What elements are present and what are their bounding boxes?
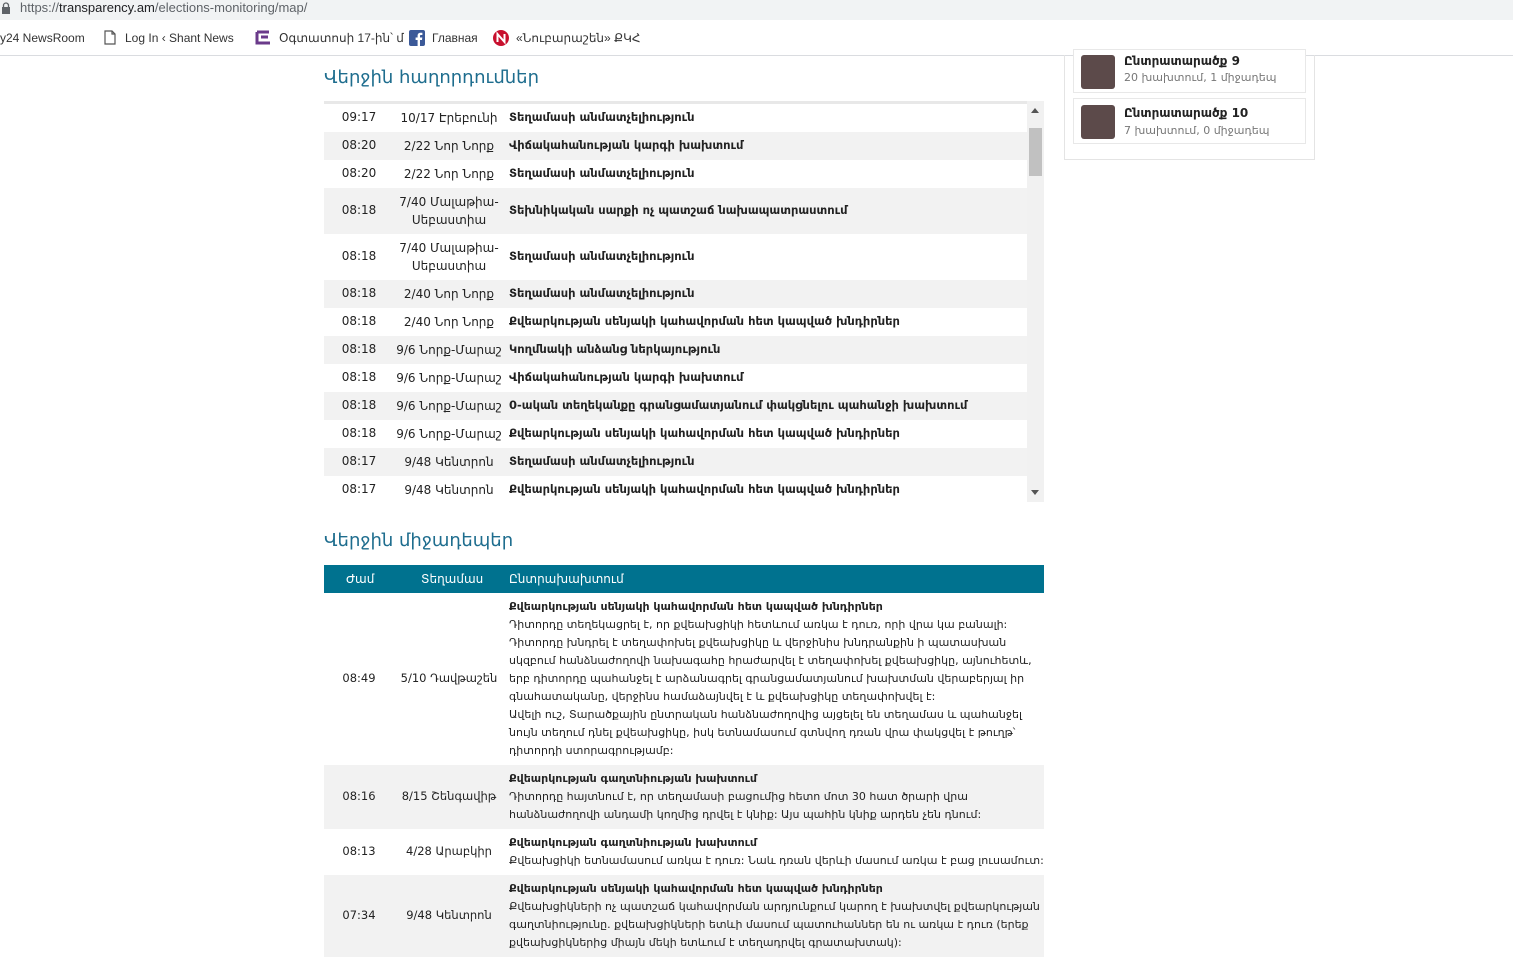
district-thumbnail <box>1081 55 1115 89</box>
report-time: 08:18 <box>341 342 377 356</box>
incident-place: 4/28 Արաբկիր <box>406 844 492 858</box>
report-time: 08:18 <box>341 203 377 217</box>
report-type: Տեղամասի անմատչելիություն <box>509 454 695 468</box>
report-type: 0-ական տեղեկանքը գրանցամատյանում փակցնելու պահանջի խախտում <box>509 398 968 412</box>
recent-incidents-title: Վերջին միջադեպեր <box>324 530 514 551</box>
incident-description <box>509 598 1034 760</box>
incident-time: 08:13 <box>342 844 376 858</box>
report-row[interactable] <box>324 132 1027 160</box>
report-row[interactable] <box>324 280 1027 308</box>
report-type: Տեղամասի անմատչելիություն <box>509 249 695 263</box>
incident-text-line: գնահատականը, վերջինս համաձայնվել է և քվեախցիկը տեղափոխվել է: <box>509 690 936 703</box>
report-type: Քվեարկության սենյակի կահավորման հետ կապված խնդիրներ <box>509 482 900 496</box>
incident-text-line: սկզբում հանձնաժողովի նախագահը հրաժարվել է տեղափոխել քվեախցիկը, այնուհետև, <box>509 654 1032 667</box>
report-row[interactable] <box>324 336 1027 364</box>
url-host: transparency.am <box>59 0 155 15</box>
incident-row[interactable] <box>324 765 1044 829</box>
incident-place: 5/10 Դավթաշեն <box>400 671 498 685</box>
incident-text-line: նույն տեղում դնել քվեախցիկը, իսկ ետնամասում գտնվող դռան վրա փակցվել է թուղթ՝ <box>509 726 1016 739</box>
report-row[interactable] <box>324 104 1027 132</box>
report-time: 08:17 <box>341 482 377 496</box>
incident-text-line: դիտորդի ստորագրությամբ: <box>509 744 674 757</box>
report-time: 08:18 <box>341 398 377 412</box>
district-thumbnail <box>1081 105 1115 139</box>
report-place: 9/48 Կենտրոն <box>404 483 494 497</box>
recent-reports-title: Վերջին հաղորդումներ <box>324 67 539 88</box>
report-place: 2/22 Նոր Նորք <box>403 167 495 181</box>
address-bar[interactable] <box>0 0 1513 20</box>
incident-text-line: Դիտորդը հայտնում է, որ տեղամասի բացումից հետո մոտ 30 հատ ծրարի վրա <box>509 790 968 803</box>
incident-time: 08:49 <box>342 671 376 685</box>
report-row[interactable] <box>324 476 1027 504</box>
report-row[interactable] <box>324 160 1027 188</box>
report-type: Քվեարկության սենյակի կահավորման հետ կապված խնդիրներ <box>509 314 900 328</box>
report-place: 9/6 Նորք-Մարաշ <box>396 399 502 413</box>
district-card-9[interactable] <box>1073 49 1306 93</box>
report-type: Կողմնակի անձանց ներկայություն <box>509 342 721 356</box>
incident-title: Քվեարկության գաղտնիության խախտում <box>509 836 758 849</box>
bookmark-nubarashen[interactable]: «Նուբարաշեն» ՔԿՀ <box>516 31 641 45</box>
report-time: 08:20 <box>341 138 377 152</box>
incident-title: Քվեարկության գաղտնիության խախտում <box>509 772 758 785</box>
incidents-table-header <box>324 565 1044 593</box>
report-time: 08:20 <box>341 166 377 180</box>
scroll-up-icon[interactable] <box>1031 108 1039 113</box>
url-scheme: https:// <box>20 0 60 15</box>
incident-description <box>509 770 1034 824</box>
scroll-down-icon[interactable] <box>1031 490 1039 495</box>
incident-text-line: Ավելի ուշ, Տարածքային ընտրական հանձնաժողովից այցելել են տեղամաս և պահանջել <box>509 708 1022 721</box>
report-place: 9/48 Կենտրոն <box>404 455 494 469</box>
report-place: 10/17 Էրեբունի <box>400 111 498 125</box>
lock-icon <box>2 3 10 14</box>
bookmark-log-in[interactable]: Log In ‹ Shant News <box>125 31 234 45</box>
header-place: Տեղամաս <box>421 572 484 586</box>
report-type: Տեղամասի անմատչելիություն <box>509 110 695 124</box>
report-time: 08:18 <box>341 249 377 263</box>
report-row[interactable] <box>324 392 1027 420</box>
report-place: 2/22 Նոր Նորք <box>403 139 495 153</box>
bookmark-glavnaya[interactable]: Главная <box>432 31 478 45</box>
report-type: Վիճակահանության կարգի խախտում <box>509 138 744 152</box>
report-time: 08:18 <box>341 314 377 328</box>
incident-text-line: Դիտորդը տեղեկացրել է, որ քվեախցիկի հետևում առկա է դուռ, որի վրա կա բանալի: <box>509 618 1008 631</box>
bookmark-newsroom[interactable]: y24 NewsRoom <box>0 31 85 45</box>
header-time: Ժամ <box>346 572 375 586</box>
report-time: 08:18 <box>341 370 377 384</box>
district-title: Ընտրատարածք 10 <box>1124 106 1249 120</box>
report-row[interactable] <box>324 420 1027 448</box>
incident-description <box>509 834 1044 870</box>
report-time: 08:18 <box>341 426 377 440</box>
report-time: 08:18 <box>341 286 377 300</box>
incident-text-line: քվեախցիկներից միայն մեկի ետևում է տեղադրվել գրատախտակ): <box>509 936 902 949</box>
url-path: /elections-monitoring/map/ <box>154 0 308 15</box>
report-place: 7/40 Մալաթիա-Սեբաստիա <box>399 195 499 227</box>
bookmark-oqtatosi[interactable]: Օգտատոսի 17-ին՝ մ <box>279 31 404 45</box>
report-row[interactable] <box>324 234 1027 280</box>
report-type: Վիճակահանության կարգի խախտում <box>509 370 744 384</box>
district-card-10[interactable] <box>1073 98 1306 144</box>
incident-row[interactable] <box>324 593 1044 765</box>
report-time: 09:17 <box>341 110 377 124</box>
n-logo-icon <box>493 30 509 46</box>
incident-text-line: հանձնաժողովի անդամի կողմից դրվել է կնիք: Այս պահին կնիք արդեն չեն դնում: <box>509 808 982 821</box>
site-logo-icon <box>255 29 272 46</box>
facebook-icon <box>409 30 425 46</box>
report-place: 2/40 Նոր Նորք <box>403 287 495 301</box>
incident-title: Քվեարկության սենյակի կահավորման հետ կապված խնդիրներ <box>509 600 883 613</box>
report-place: 9/6 Նորք-Մարաշ <box>396 371 502 385</box>
incident-text-line: երբ դիտորդը պահանջել է արձանագրել գրանցամատյանում խախտման վերաբերյալ իր <box>509 672 1025 685</box>
incident-time: 08:16 <box>342 789 376 803</box>
incident-text-line: գաղտնիությունը. քվեախցիկների ետևի մասում պատուհաններ են ու առկա է դուռ (երեք <box>509 918 1029 931</box>
incident-time: 07:34 <box>342 908 376 922</box>
report-row[interactable] <box>324 308 1027 336</box>
incident-text-line: Քվեախցիկների ոչ պատշաճ կահավորման արդյունքում կարող է խախտվել քվեարկության <box>509 900 1040 913</box>
district-subtitle: 7 խախտում, 0 միջադեպ <box>1124 124 1270 137</box>
district-subtitle: 20 խախտում, 1 միջադեպ <box>1124 71 1277 84</box>
url-text <box>20 0 307 16</box>
report-row[interactable] <box>324 364 1027 392</box>
report-type: Տեղամասի անմատչելիություն <box>509 166 695 180</box>
report-row[interactable] <box>324 188 1027 234</box>
report-type: Քվեարկության սենյակի կահավորման հետ կապված խնդիրներ <box>509 426 900 440</box>
report-place: 9/6 Նորք-Մարաշ <box>396 343 502 357</box>
header-violation: Ընտրախախտում <box>509 572 624 586</box>
report-type: Տեխնիկական սարքի ոչ պատշաճ նախապատրաստում <box>509 203 848 217</box>
incident-row[interactable] <box>324 829 1044 875</box>
report-place: 7/40 Մալաթիա-Սեբաստիա <box>399 241 499 273</box>
report-place: 9/6 Նորք-Մարաշ <box>396 427 502 441</box>
district-title: Ընտրատարածք 9 <box>1124 54 1240 68</box>
incident-row[interactable] <box>324 875 1044 957</box>
report-time: 08:17 <box>341 454 377 468</box>
incident-description <box>509 880 1040 952</box>
incident-text-line: Քվեախցիկի ետնամասում առկա է դուռ: Նաև դռան վերևի մասում առկա է բաց լուսամուտ: <box>509 854 1044 867</box>
report-type: Տեղամասի անմատչելիություն <box>509 286 695 300</box>
incident-place: 9/48 Կենտրոն <box>406 908 492 922</box>
report-place: 2/40 Նոր Նորք <box>403 315 495 329</box>
feed-scrollbar-thumb[interactable] <box>1029 128 1042 176</box>
reports-feed <box>324 101 1044 505</box>
report-row[interactable] <box>324 448 1027 476</box>
incident-title: Քվեարկության սենյակի կահավորման հետ կապված խնդիրներ <box>509 882 883 895</box>
incident-text-line: Դիտորդը խնդրել է տեղափոխել քվեախցիկը և վերջինիս խնդրանքին ի պատասխան <box>509 636 1007 649</box>
page-icon <box>104 30 116 45</box>
incident-place: 8/15 Շենգավիթ <box>401 789 497 803</box>
